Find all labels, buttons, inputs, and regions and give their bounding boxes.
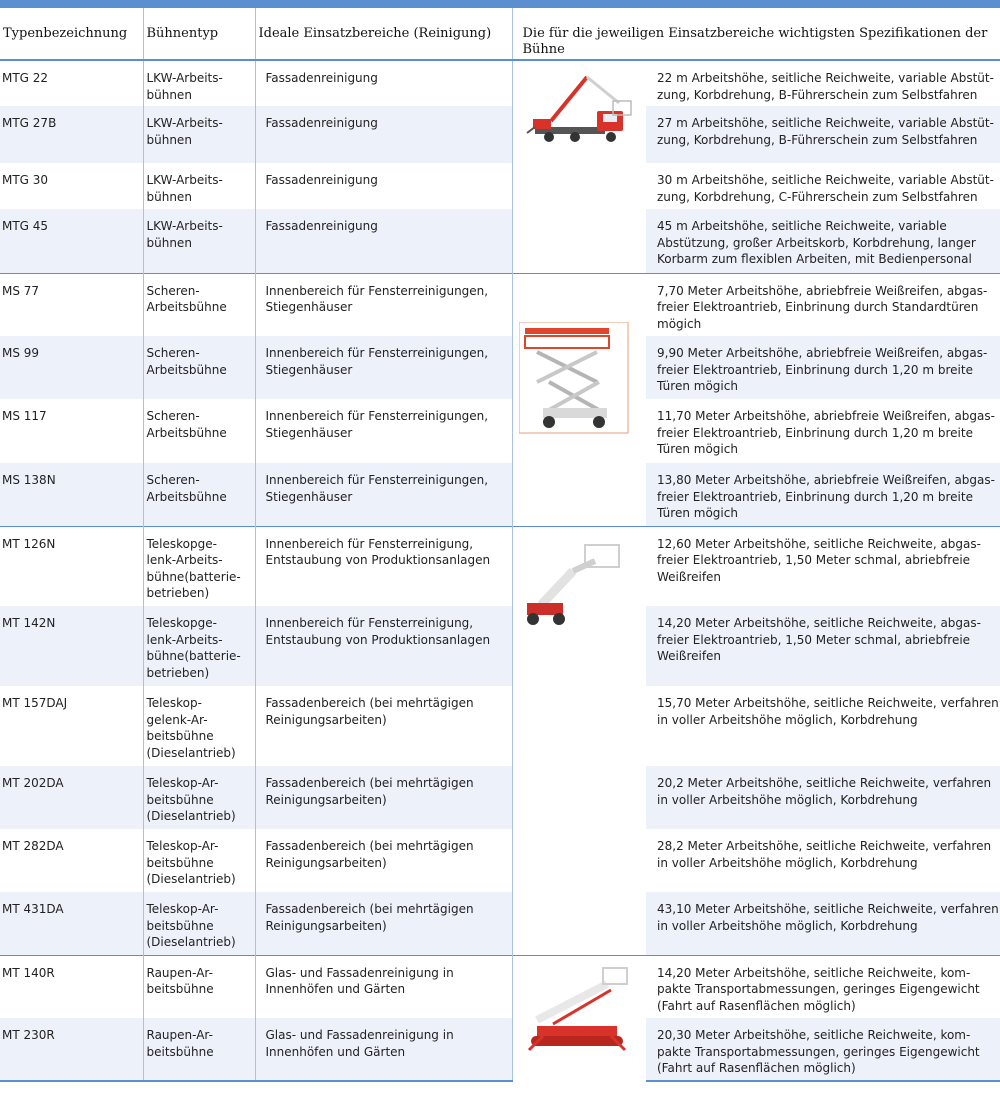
use-area-cell: Fassadenbereich (bei mehrtägigen Reinigungsarbeiten)	[255, 829, 512, 892]
platform-type-cell: Scheren- Arbeitsbühne	[143, 336, 255, 399]
model-name-cell: MTG 45	[0, 209, 143, 273]
table-row	[0, 955, 1000, 1018]
specification-cell: 27 m Arbeitshöhe, seitliche Reichweite, variable Abstüt- zung, Korbdrehung, B-Führerschein zum Selbstfahren	[646, 106, 1000, 163]
table-row	[0, 273, 1000, 336]
platform-type-cell: Teleskop-Ar- beitsbühne (Dieselantrieb)	[143, 892, 255, 955]
model-name-cell: MT 202DA	[0, 766, 143, 829]
table-row	[0, 463, 1000, 526]
specification-cell: 14,20 Meter Arbeitshöhe, seitliche Reichweite, kom- pakte Transportabmessungen, geringes Eigengewicht (Fahrt auf Rasenflächen möglich)	[646, 955, 1000, 1018]
platform-type-cell: Teleskopge- lenk-Arbeits- bühne(batterie- betrieben)	[143, 606, 255, 686]
model-name-cell: MT 230R	[0, 1018, 143, 1081]
table-row	[0, 526, 1000, 606]
image-cell-empty	[512, 163, 646, 273]
model-name-cell: MS 77	[0, 273, 143, 336]
model-name-cell: MT 157DAJ	[2, 696, 68, 710]
truck-platform-image	[512, 60, 646, 163]
platform-type-cell: LKW-Arbeits- bühnen	[143, 60, 255, 106]
platform-type-cell: LKW-Arbeits- bühnen	[143, 209, 255, 273]
model-name-cell: MT 140R	[0, 955, 143, 1018]
specification-cell: 45 m Arbeitshöhe, seitliche Reichweite, variable Abstützung, großer Arbeitskorb, Korbdrehung, langer Korbarm zum flexiblen Arbeiten, mit Bedienpersonal	[646, 209, 1000, 273]
use-area-cell: Fassadenbereich (bei mehrtägigen Reinigungsarbeiten)	[255, 766, 512, 829]
table-row	[0, 1018, 1000, 1081]
specification-cell: 9,90 Meter Arbeitshöhe, abriebfreie Weißreifen, abgas- freier Elektroantrieb, Einbrinung durch 1,20 m breite Türen mögich	[646, 336, 1000, 399]
model-name-cell: MT 282DA	[2, 839, 64, 853]
specification-cell: 28,2 Meter Arbeitshöhe, seitliche Reichweite, verfahren in voller Arbeitshöhe möglich, Korbdrehung	[657, 839, 992, 870]
platform-type-cell: Raupen-Ar- beitsbühne	[143, 1018, 255, 1081]
header-type-designation: Typenbezeichnung	[0, 8, 143, 60]
model-name-cell: MS 138N	[0, 463, 143, 526]
table-row	[0, 892, 1000, 955]
use-area-cell: Fassadenbereich (bei mehrtägigen Reinigungsarbeiten)	[255, 686, 512, 766]
model-name-cell: MT 142N	[0, 606, 143, 686]
specification-cell: 12,60 Meter Arbeitshöhe, seitliche Reichweite, abgas- freier Elektroantrieb, 1,50 Meter schmal, abriebfreie Weißreifen	[646, 526, 1000, 606]
use-area-cell: Innenbereich für Fensterreinigungen, Stiegenhäuser	[255, 273, 512, 336]
table-row	[0, 336, 1000, 399]
platform-type-cell: Scheren- Arbeitsbühne	[143, 273, 255, 336]
use-area-cell: Fassadenreinigung	[255, 163, 512, 209]
table-row	[0, 829, 1000, 892]
model-name-cell: MTG 27B	[0, 106, 143, 163]
specification-cell: 13,80 Meter Arbeitshöhe, abriebfreie Weißreifen, abgas- freier Elektroantrieb, Einbrinung durch 1,20 m breite Türen mögich	[646, 463, 1000, 526]
header-platform-type: Bühnentyp	[143, 8, 255, 60]
specification-cell: 14,20 Meter Arbeitshöhe, seitliche Reichweite, abgas- freier Elektroantrieb, 1,50 Meter schmal, abriebfreie Weißreifen	[646, 606, 1000, 686]
platform-type-cell: Teleskopge- lenk-Arbeits- bühne(batterie- betrieben)	[143, 526, 255, 606]
table-row	[0, 766, 1000, 829]
model-name-cell: MT 431DA	[0, 892, 143, 955]
use-area-cell: Innenbereich für Fensterreinigung, Entstaubung von Produktionsanlagen	[255, 526, 512, 606]
use-area-cell: Innenbereich für Fensterreinigungen, Stiegenhäuser	[255, 463, 512, 526]
platform-type-cell: Raupen-Ar- beitsbühne	[143, 955, 255, 1018]
use-area-cell: Glas- und Fassadenreinigung in Innenhöfen und Gärten	[255, 955, 512, 1018]
scissor-platform-image	[512, 273, 646, 526]
use-area-cell: Innenbereich für Fensterreinigungen, Stiegenhäuser	[255, 336, 512, 399]
use-area-cell: Glas- und Fassadenreinigung in Innenhöfen und Gärten	[255, 1018, 512, 1081]
table-row	[0, 399, 1000, 463]
use-area-cell: Fassadenreinigung	[255, 60, 512, 106]
model-name-cell: MS 117	[2, 409, 47, 423]
header-specifications: Die für die jeweiligen Einsatzbereiche wichtigsten Spezifikationen der Bühne	[512, 8, 1000, 60]
platform-type-cell: Teleskop- gelenk-Ar- beitsbühne (Dieselantrieb)	[143, 686, 255, 766]
table-row	[0, 209, 1000, 273]
platform-type-cell: LKW-Arbeits- bühnen	[143, 163, 255, 209]
platform-type-cell: Teleskop-Ar- beitsbühne (Dieselantrieb)	[143, 829, 255, 892]
model-name-cell: MTG 30	[2, 173, 49, 187]
model-name-cell: MS 99	[0, 336, 143, 399]
boom-platform-image	[512, 526, 646, 955]
specification-cell: 43,10 Meter Arbeitshöhe, seitliche Reichweite, verfahren in voller Arbeitshöhe möglich, Korbdrehung	[646, 892, 1000, 955]
use-area-cell: Fassadenbereich (bei mehrtägigen Reinigungsarbeiten)	[255, 892, 512, 955]
table-row	[0, 106, 1000, 163]
specification-cell: 22 m Arbeitshöhe, seitliche Reichweite, variable Abstüt- zung, Korbdrehung, B-Führerschein zum Selbstfahren	[646, 60, 1000, 106]
table-row	[0, 606, 1000, 686]
specification-cell: 7,70 Meter Arbeitshöhe, abriebfreie Weißreifen, abgas- freier Elektroantrieb, Einbrinung durch Standardtüren mögich	[646, 273, 1000, 336]
top-accent-bar	[0, 0, 1000, 8]
table-row	[0, 686, 1000, 766]
table-row	[0, 163, 1000, 209]
header-use-areas: Ideale Einsatzbereiche (Reinigung)	[255, 8, 512, 60]
use-area-cell: Fassadenreinigung	[255, 209, 512, 273]
table-row	[0, 60, 1000, 106]
platform-type-cell: LKW-Arbeits- bühnen	[143, 106, 255, 163]
crawler-platform-image	[512, 955, 646, 1081]
header-row	[0, 8, 1000, 60]
specification-cell: 11,70 Meter Arbeitshöhe, abriebfreie Weißreifen, abgas- freier Elektroantrieb, Einbrinung durch 1,20 m breite Türen mögich	[657, 409, 995, 456]
specification-cell: 20,2 Meter Arbeitshöhe, seitliche Reichweite, verfahren in voller Arbeitshöhe möglich, Korbdrehung	[646, 766, 1000, 829]
specification-cell: 15,70 Meter Arbeitshöhe, seitliche Reichweite, verfahren in voller Arbeitshöhe möglich, Korbdrehung	[657, 696, 999, 727]
model-name-cell: MT 126N	[0, 526, 143, 606]
platform-type-cell: Scheren- Arbeitsbühne	[143, 399, 255, 463]
platform-type-cell: Teleskop-Ar- beitsbühne (Dieselantrieb)	[143, 766, 255, 829]
use-area-cell: Fassadenreinigung	[255, 106, 512, 163]
platform-type-cell: Scheren- Arbeitsbühne	[143, 463, 255, 526]
specification-cell: 30 m Arbeitshöhe, seitliche Reichweite, variable Abstüt- zung, Korbdrehung, C-Führerschein zum Selbstfahren	[657, 173, 994, 204]
platform-spec-table	[0, 8, 1000, 1082]
use-area-cell: Innenbereich für Fensterreinigung, Entstaubung von Produktionsanlagen	[255, 606, 512, 686]
specification-cell: 20,30 Meter Arbeitshöhe, seitliche Reichweite, kom- pakte Transportabmessungen, geringes Eigengewicht (Fahrt auf Rasenflächen möglich)	[646, 1018, 1000, 1081]
use-area-cell: Innenbereich für Fensterreinigungen, Stiegenhäuser	[255, 399, 512, 463]
model-name-cell: MTG 22	[0, 60, 143, 106]
